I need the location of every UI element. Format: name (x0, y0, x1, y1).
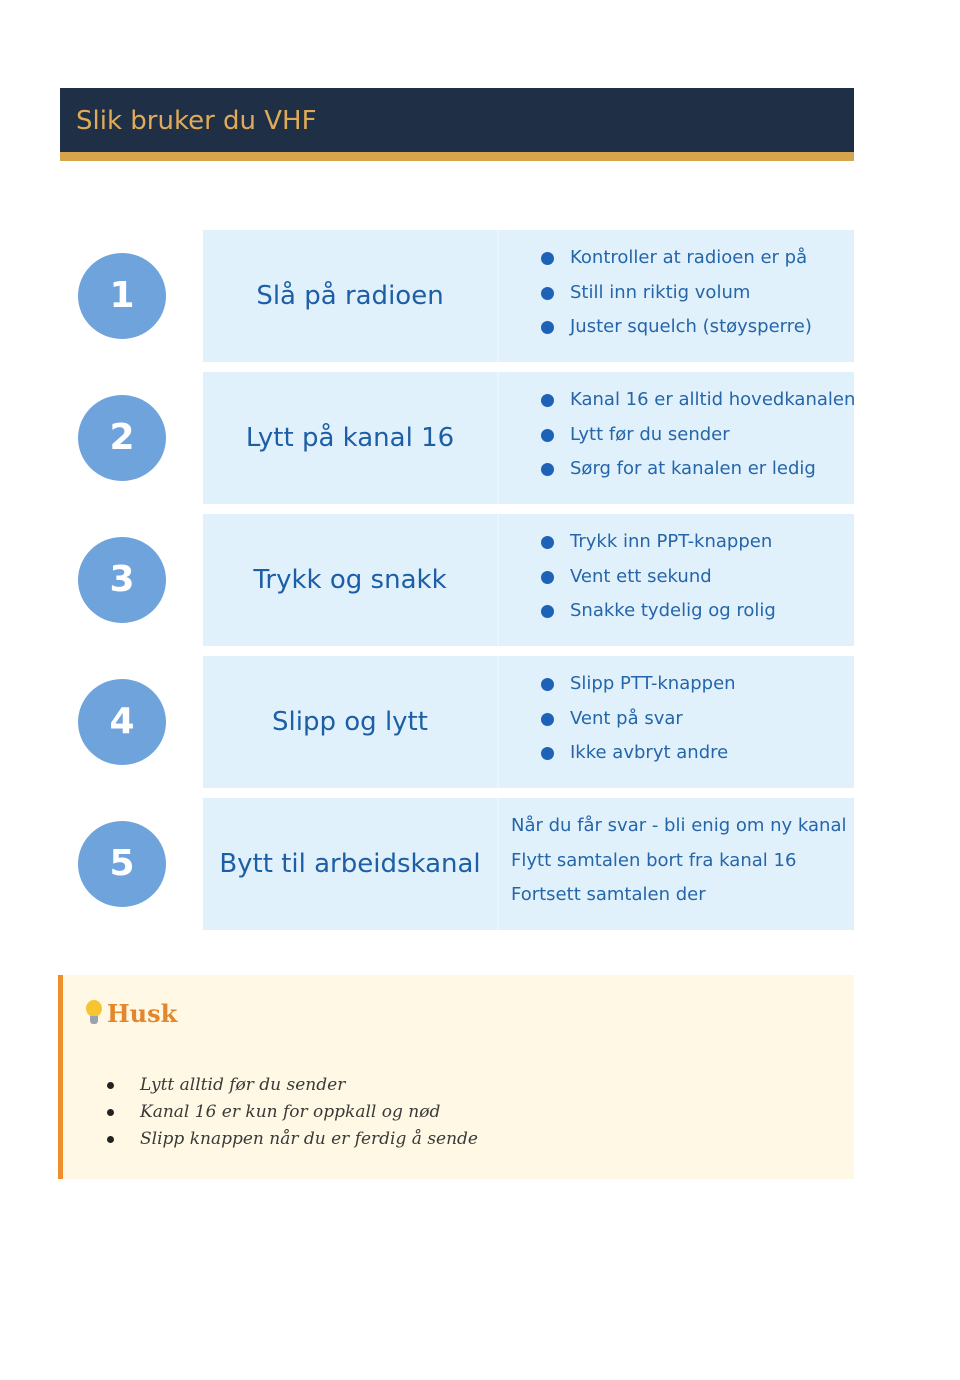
card-divider (497, 372, 499, 504)
bullet-icon (107, 1082, 114, 1089)
step-number-badge: 3 (78, 537, 166, 623)
list-item (503, 738, 853, 773)
bullet-icon (541, 463, 554, 476)
bullet-icon (107, 1109, 114, 1116)
list-item-text: Lytt før du sender (570, 423, 730, 445)
step-checklist (503, 243, 853, 347)
bullet-icon (541, 394, 554, 407)
step-checklist (503, 527, 853, 631)
list-item (503, 454, 853, 489)
list-item-text: Sørg for at kanalen er ledig (570, 458, 816, 479)
list-item (503, 243, 853, 278)
list-item (503, 811, 853, 846)
card-divider (497, 798, 499, 930)
page-title: Slik bruker du VHF (76, 106, 317, 136)
list-item-text: Vent på svar (570, 707, 683, 729)
step-1 (60, 230, 854, 362)
list-item-text: Vent ett sekund (570, 565, 712, 587)
step-number-badge: 1 (78, 253, 166, 339)
bullet-icon (541, 252, 554, 265)
bullet-icon (541, 713, 554, 726)
list-item (107, 1101, 478, 1128)
list-item (107, 1128, 478, 1155)
list-item-text: Trykk inn PPT-knappen (570, 531, 773, 552)
list-item-text: Når du får svar - bli enig om ny kanal (511, 815, 847, 836)
reminder-title: Husk (107, 999, 178, 1028)
card-divider (497, 514, 499, 646)
bullet-icon (541, 429, 554, 442)
reminder-heading (85, 999, 177, 1029)
reminder-list (107, 1074, 478, 1155)
bullet-icon (541, 747, 554, 760)
list-item (503, 704, 853, 739)
step-number-badge: 2 (78, 395, 166, 481)
list-item (503, 420, 853, 455)
list-item-text: Juster squelch (støysperre) (570, 316, 812, 337)
step-checklist (503, 811, 853, 915)
list-item-text: Slipp PTT-knappen (570, 673, 736, 694)
list-item-text: Kanal 16 er alltid hovedkanalen (570, 389, 856, 410)
step-2 (60, 372, 854, 504)
step-number-badge: 5 (78, 821, 166, 907)
step-card (203, 798, 854, 930)
list-item (107, 1074, 478, 1101)
bullet-icon (107, 1136, 114, 1143)
step-title: Trykk og snakk (253, 565, 447, 595)
step-title: Slipp og lytt (272, 707, 428, 737)
bullet-icon (541, 536, 554, 549)
step-title: Bytt til arbeidskanal (219, 849, 481, 879)
bullet-icon (541, 287, 554, 300)
step-card (203, 230, 854, 362)
list-item (503, 312, 853, 347)
list-item-text: Kontroller at radioen er på (570, 247, 808, 268)
card-divider (497, 656, 499, 788)
bullet-icon (541, 321, 554, 334)
list-item (503, 278, 853, 313)
list-item (503, 846, 853, 881)
step-3 (60, 514, 854, 646)
lightbulb-icon (85, 999, 103, 1027)
list-item-text: Ikke avbryt andre (570, 742, 729, 763)
list-item (503, 527, 853, 562)
bullet-icon (541, 605, 554, 618)
list-item-text: Still inn riktig volum (570, 281, 751, 303)
step-card (203, 372, 854, 504)
list-item (503, 562, 853, 597)
list-item (503, 385, 856, 420)
list-item-text: Fortsett samtalen der (511, 884, 706, 905)
list-item-text: Slipp knappen når du er ferdig å sende (140, 1129, 478, 1149)
step-checklist (503, 669, 853, 773)
step-checklist (503, 385, 856, 489)
step-title: Slå på radioen (256, 281, 444, 311)
reminder-box (58, 975, 854, 1179)
list-item-text: Kanal 16 er kun for oppkall og nød (140, 1102, 441, 1122)
step-number-badge: 4 (78, 679, 166, 765)
step-card (203, 514, 854, 646)
list-item (503, 596, 853, 631)
step-card (203, 656, 854, 788)
list-item-text: Flytt samtalen bort fra kanal 16 (511, 849, 797, 871)
bullet-icon (541, 678, 554, 691)
step-5 (60, 798, 854, 930)
bullet-icon (541, 571, 554, 584)
list-item-text: Snakke tydelig og rolig (570, 600, 776, 621)
step-title: Lytt på kanal 16 (245, 423, 455, 453)
list-item (503, 669, 853, 704)
card-divider (497, 230, 499, 362)
page-header (60, 88, 854, 161)
list-item (503, 880, 853, 915)
step-4 (60, 656, 854, 788)
list-item-text: Lytt alltid før du sender (140, 1075, 346, 1095)
